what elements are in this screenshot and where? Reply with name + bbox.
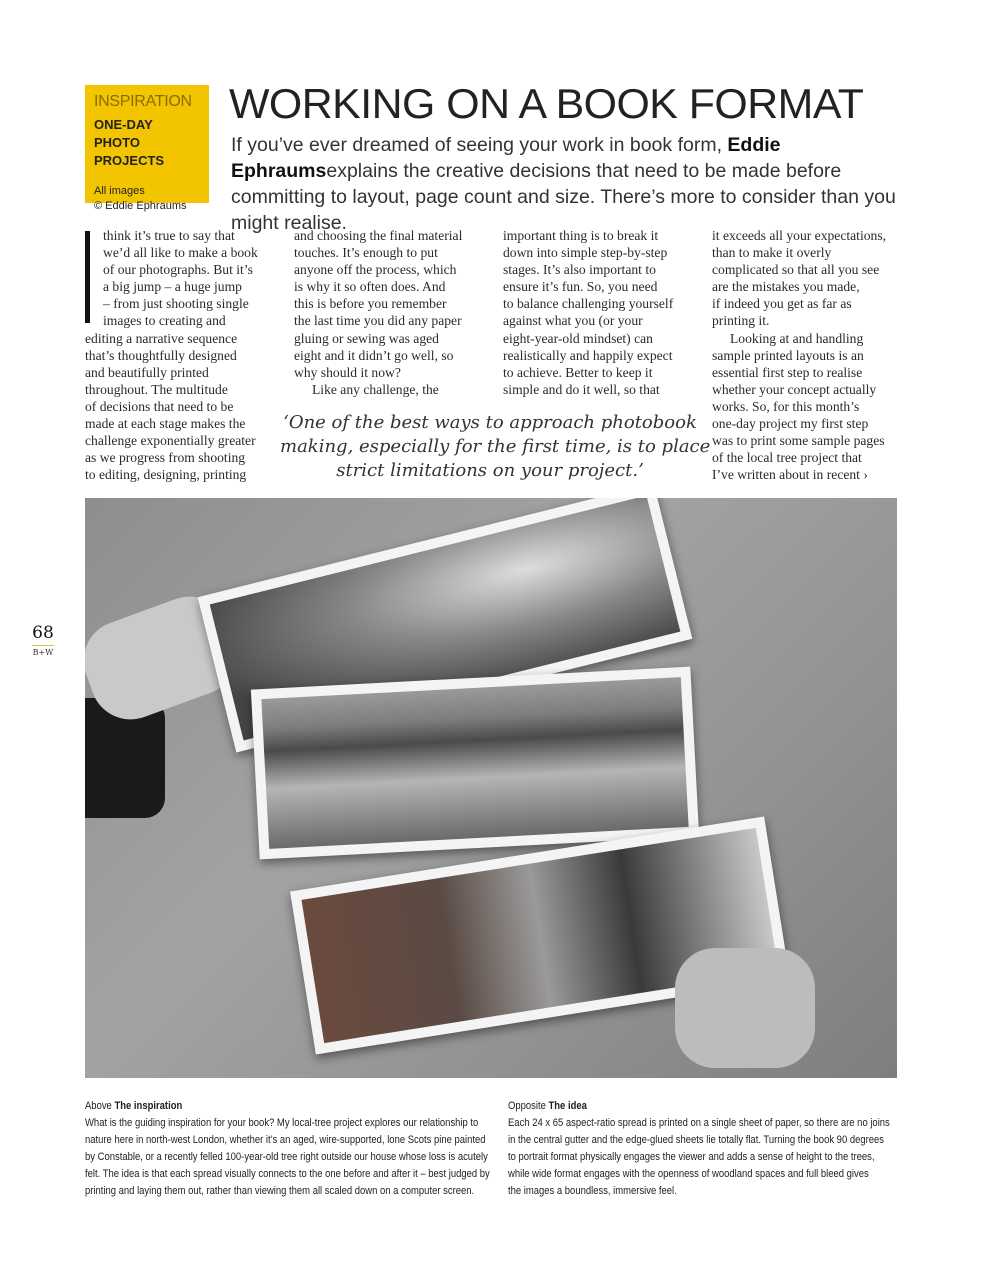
body-line: is why it so often does. And [294, 279, 446, 295]
caption-line: by Constable, or a recently felled 100-year-old tree right outside our house whose loss is acutely [85, 1151, 488, 1163]
caption-line: nature here in north-west London, whether it’s an aged, wire-supported, lone Scots pine painted [85, 1134, 486, 1146]
pull-quote-line: ‘One of the best ways to approach photobook [283, 412, 697, 433]
body-line: and choosing the final material [294, 228, 463, 243]
caption-line: Each 24 x 65 aspect-ratio spread is printed on a single sheet of paper, so there are no joins [508, 1117, 890, 1129]
caption-line: to portrait format physically engages the viewer and adds a sense of height to the trees, [508, 1151, 875, 1163]
body-line: anyone off the process, which [294, 262, 457, 278]
body-line: of the local tree project that [712, 450, 862, 466]
body-column-4 [712, 227, 912, 483]
body-line: stages. It’s also important to [503, 262, 656, 278]
body-line: of our photographs. But it’s [103, 262, 253, 278]
body-line: challenge exponentially greater [85, 433, 256, 449]
image-credit [94, 184, 200, 214]
body-line: throughout. The multitude [85, 381, 228, 397]
body-line: if indeed you get as far as [712, 296, 852, 312]
caption-line: while wide format engages with the openness of woodland spaces and full bleed gives [508, 1168, 869, 1180]
caption-position: Above [85, 1100, 112, 1112]
caption-above [85, 1098, 495, 1200]
print-shadow [251, 667, 699, 860]
caption-line: printing and laying them out, rather than viewing them all scaled down on a computer screen. [85, 1185, 475, 1197]
body-line: editing a narrative sequence [85, 330, 238, 346]
caption-position: Opposite [508, 1100, 546, 1112]
body-column-2 [294, 227, 494, 398]
body-line: one-day project my first step [712, 416, 869, 432]
body-column-1 [85, 227, 285, 483]
body-line: – from just shooting single [103, 296, 249, 312]
magazine-name: B+W [32, 648, 54, 657]
standfirst [231, 132, 901, 236]
body-line: I’ve written about in recent › [712, 467, 868, 483]
body-line: and beautifully printed [85, 364, 209, 380]
body-line: eight and it didn’t go well, so [294, 347, 454, 363]
section-tag [85, 85, 209, 212]
body-line: gluing or sewing was aged [294, 330, 439, 346]
caption-heading [508, 1098, 861, 1115]
body-line: against what you (or your [503, 313, 643, 329]
body-line: Like any challenge, the [312, 381, 439, 397]
body-line: we’d all like to make a book [103, 245, 258, 261]
body-line: a big jump – a huge jump [103, 279, 242, 295]
caption-line: in the central gutter and the edge-glued sheets lie totally flat. Turning the book 90 degrees [508, 1134, 885, 1146]
body-line: touches. It’s enough to put [294, 245, 438, 261]
caption-line: felt. The idea is that each spread visually connects to the one before and after it – best judged by [85, 1168, 490, 1180]
main-photo [85, 498, 897, 1078]
body-line: to editing, designing, printing [85, 467, 247, 483]
series-label: ONE-DAY PHOTO PROJECTS [94, 117, 165, 168]
body-line: sample printed layouts is an [712, 347, 864, 363]
standfirst-text: explains the creative decisions that need to be made before committing to layout, page count and size. There’s more to consider than you might realise. [231, 160, 896, 234]
body-line: of decisions that need to be [85, 398, 234, 414]
body-line: ensure it’s fun. So, you need [503, 279, 658, 295]
right-hand [675, 948, 815, 1068]
body-column-3 [503, 227, 703, 398]
standfirst-text: If you’ve ever dreamed of seeing your work in book form, [231, 134, 728, 156]
caption-title: The idea [548, 1100, 587, 1112]
folio-rule [32, 645, 54, 646]
body-line: why should it now? [294, 364, 401, 380]
body-line: are the mistakes you made, [712, 279, 860, 295]
body-line: simple and do it well, so that [503, 381, 660, 397]
body-line: as we progress from shooting [85, 450, 246, 466]
body-line: was to print some sample pages [712, 433, 885, 449]
caption-heading [85, 1098, 438, 1115]
body-line: to achieve. Better to keep it [503, 364, 653, 380]
pull-quote-line: strict limitations on your project.’ [336, 460, 644, 481]
body-line: it exceeds all your expectations, [712, 228, 887, 243]
body-line: eight-year-old mindset) can [503, 330, 653, 346]
body-line: think it’s true to say that [103, 228, 235, 243]
body-line: essential first step to realise [712, 364, 863, 380]
body-line: that’s thoughtfully designed [85, 347, 237, 363]
body-line: whether your concept actually [712, 381, 877, 397]
body-line: this is before you remember [294, 296, 447, 312]
body-line: important thing is to break it [503, 228, 659, 243]
credit-line: All images [94, 185, 145, 197]
pull-quote [280, 411, 711, 483]
body-line: than to make it overly [712, 245, 832, 261]
section-label: INSPIRATION [94, 93, 192, 110]
caption-line: the images a boundless, immersive feel. [508, 1185, 677, 1197]
body-line: printing it. [712, 313, 770, 329]
caption-line: What is the guiding inspiration for your book? My local-tree project explores our relationship to [85, 1117, 479, 1129]
body-line: complicated so that all you see [712, 262, 880, 278]
page-number: 68 [32, 623, 54, 643]
page-folio [32, 623, 54, 657]
body-line: the last time you did any paper [294, 313, 462, 329]
body-line: made at each stage makes the [85, 416, 246, 432]
body-line: Looking at and handling [730, 330, 864, 346]
author-name: Eddie Ephraums [231, 134, 781, 182]
pull-quote-line: making, especially for the first time, is to place [280, 436, 711, 457]
credit-line: © Eddie Ephraums [94, 200, 187, 212]
body-line: images to creating and [103, 313, 226, 329]
article-title: WORKING ON A BOOK FORMAT [229, 80, 864, 127]
body-line: down into simple step-by-step [503, 245, 668, 261]
body-line: realistically and happily expect [503, 347, 673, 363]
caption-opposite [508, 1098, 918, 1200]
body-line: works. So, for this month’s [712, 398, 860, 414]
body-line: to balance challenging yourself [503, 296, 674, 312]
caption-title: The inspiration [114, 1100, 183, 1112]
